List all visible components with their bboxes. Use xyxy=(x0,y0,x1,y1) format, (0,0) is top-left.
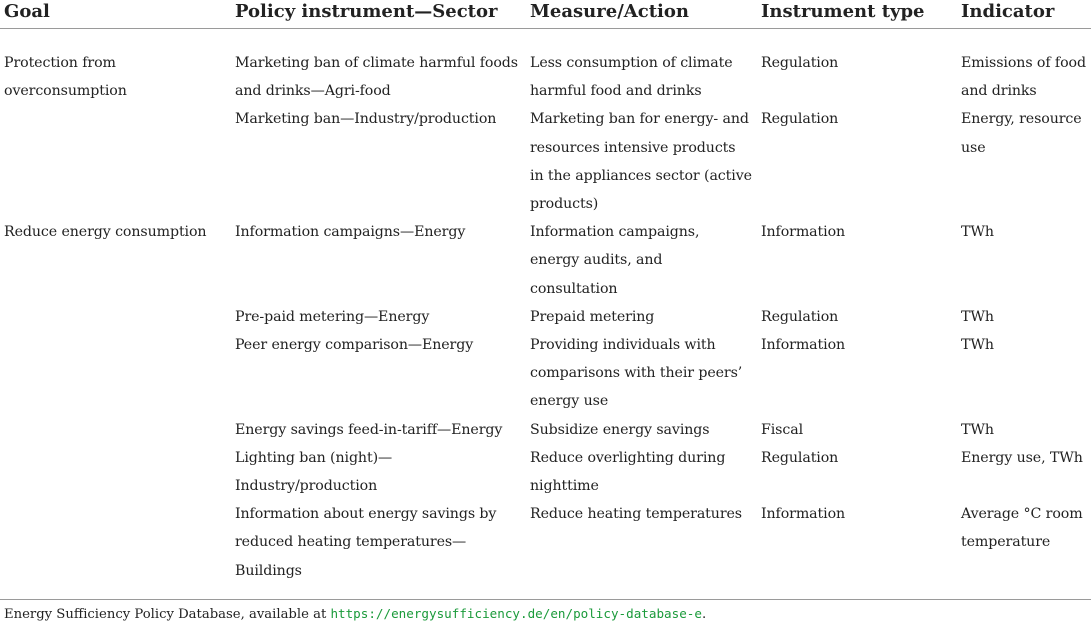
header-instrument-type: Instrument type xyxy=(757,0,957,29)
cell-type: Information xyxy=(761,337,846,354)
cell-policy: Marketing ban of climate harmful foods and drinks—Agri-food xyxy=(235,55,518,100)
cell-goal xyxy=(0,331,231,416)
table-row xyxy=(0,500,1091,599)
cell-measure: Reduce overlighting during nighttime xyxy=(530,449,726,495)
cell-goal xyxy=(0,105,231,218)
cell-goal xyxy=(0,303,231,331)
cell-goal: Protection from overconsumption xyxy=(4,55,127,100)
cell-type: Information xyxy=(757,500,957,599)
header-goal: Goal xyxy=(0,0,231,29)
table-row xyxy=(0,218,1091,303)
cell-indicator: TWh xyxy=(961,224,994,241)
footnote-text: Energy Sufficiency Policy Database, available at xyxy=(4,607,331,622)
table-footnote xyxy=(4,605,706,624)
cell-measure: Prepaid metering xyxy=(530,308,655,325)
table-row xyxy=(0,303,1091,331)
cell-indicator: Emissions of food and drinks xyxy=(961,55,1086,100)
cell-indicator: Energy use, TWh xyxy=(961,449,1083,466)
cell-type: Fiscal xyxy=(761,421,804,438)
table-row xyxy=(0,105,1091,218)
cell-goal xyxy=(0,500,231,599)
table-row xyxy=(0,416,1091,444)
cell-policy: Information about energy savings by reduced heating temperatures—Buildings xyxy=(231,500,526,599)
cell-goal: Reduce energy consumption xyxy=(4,224,207,241)
cell-measure: Marketing ban for energy- and resources intensive products in the appliances sector (active products) xyxy=(530,111,752,213)
cell-indicator: TWh xyxy=(961,337,994,354)
cell-policy: Energy savings feed-in-tariff—Energy xyxy=(235,421,503,438)
cell-indicator: TWh xyxy=(961,308,994,325)
table-row xyxy=(0,49,1091,105)
cell-policy: Pre-paid metering—Energy xyxy=(235,308,430,325)
cell-policy: Peer energy comparison—Energy xyxy=(235,337,474,354)
header-indicator: Indicator xyxy=(957,0,1091,29)
cell-measure: Providing individuals with comparisons with their peers’ energy use xyxy=(530,337,743,410)
header-measure-action: Measure/Action xyxy=(526,0,757,29)
cell-indicator: Energy, resource use xyxy=(961,111,1082,156)
cell-measure: Reduce heating temperatures xyxy=(526,500,757,599)
cell-goal xyxy=(0,444,231,500)
cell-type: Regulation xyxy=(761,55,839,71)
cell-policy: Marketing ban—Industry/production xyxy=(235,111,497,128)
header-policy-instrument: Policy instrument—Sector xyxy=(231,0,526,29)
cell-measure: Less consumption of climate harmful food and drinks xyxy=(530,55,733,100)
table-header-row xyxy=(0,0,1091,29)
footnote-end: . xyxy=(701,607,707,622)
cell-indicator: Average °C room temperature xyxy=(957,500,1091,599)
cell-type: Information xyxy=(761,224,846,241)
cell-type: Regulation xyxy=(761,449,839,466)
table-row xyxy=(0,444,1091,500)
database-link[interactable]: https://energysufficiency.de/en/policy-database-e xyxy=(330,606,702,621)
cell-indicator: TWh xyxy=(961,421,994,438)
cell-type: Regulation xyxy=(761,308,839,325)
cell-measure: Subsidize energy savings xyxy=(530,421,710,438)
cell-policy: Lighting ban (night)—Industry/production xyxy=(235,449,393,495)
cell-goal xyxy=(0,416,231,444)
cell-type: Regulation xyxy=(761,111,839,128)
cell-policy: Information campaigns—Energy xyxy=(235,224,466,241)
table-row xyxy=(0,331,1091,416)
cell-measure: Information campaigns, energy audits, and consultation xyxy=(530,224,700,297)
